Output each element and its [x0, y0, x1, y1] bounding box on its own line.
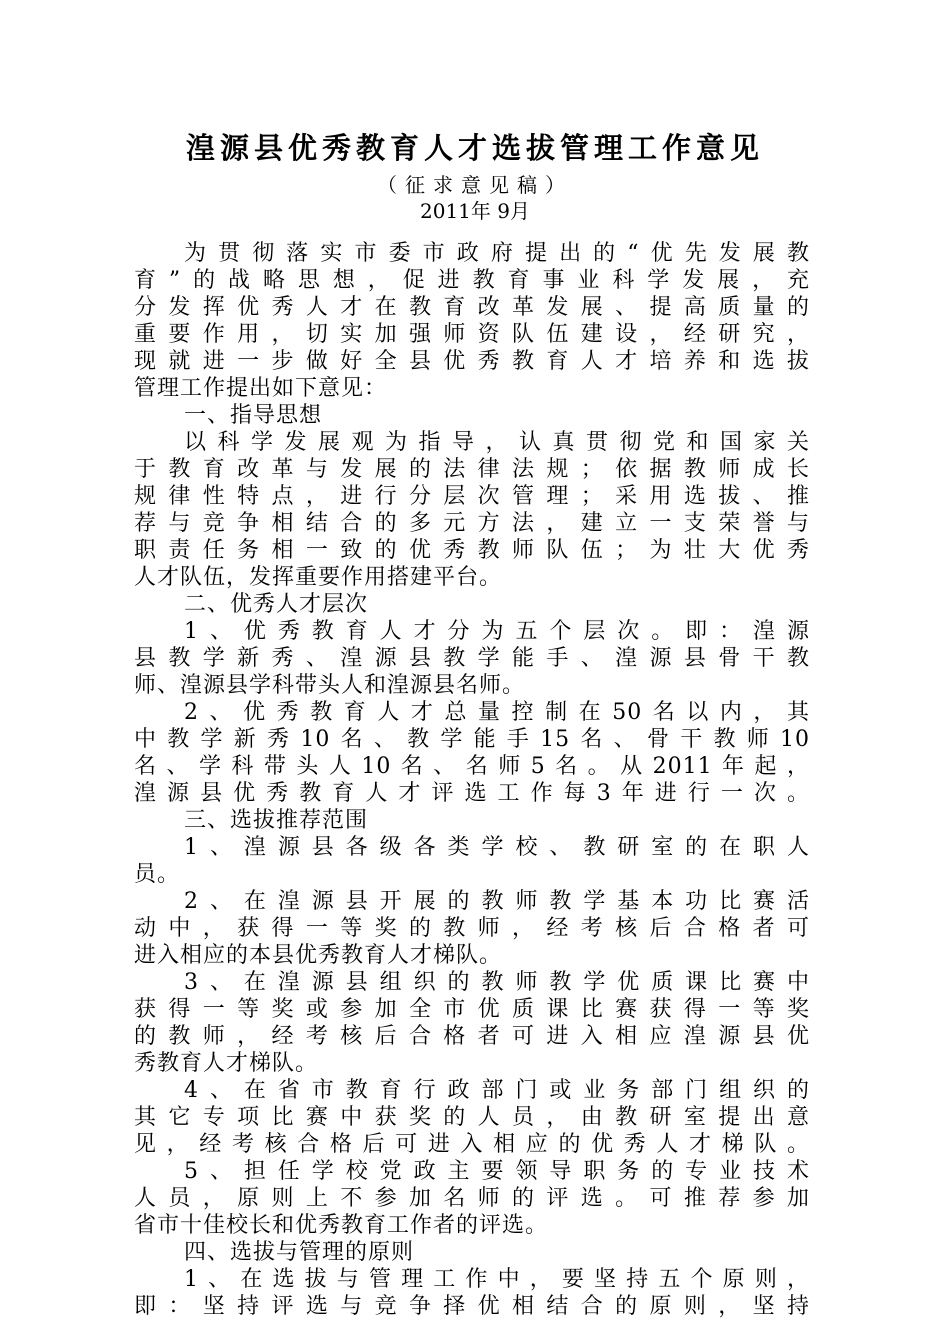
text-line: 人员，原则上不参加名师的评选。可推荐参加	[134, 1186, 810, 1211]
text-line: 秀教育人才梯队。	[134, 1051, 319, 1076]
document-title: 湟源县优秀教育人才选拔管理工作意见	[185, 131, 764, 165]
text-line: 湟源县优秀教育人才评选工作每3年进行一次。	[134, 781, 810, 806]
text-line: 的教师，经考核后合格者可进入相应湟源县优	[134, 1024, 810, 1049]
text-line: 2、在湟源县开展的教师教学基本功比赛活	[184, 889, 810, 914]
text-line: 动中，获得一等奖的教师，经考核后合格者可	[134, 916, 810, 941]
text-line: 二、优秀人才层次	[184, 592, 369, 617]
document-subtitle: （征求意见稿）	[377, 173, 573, 197]
text-line: 三、选拔推荐范围	[184, 808, 369, 833]
text-line: 县教学新秀、湟源县教学能手、湟源县骨干教	[134, 646, 810, 671]
text-line: 3、在湟源县组织的教师教学优质课比赛中	[184, 970, 810, 995]
document-date: 2011年 9月	[420, 199, 530, 223]
text-line: 4、在省市教育行政部门或业务部门组织的	[184, 1078, 810, 1103]
text-line: 2、优秀教育人才总量控制在50名以内，其	[184, 700, 810, 725]
text-line: 其它专项比赛中获奖的人员，由教研室提出意	[134, 1105, 810, 1130]
text-line: 人才队伍，发挥重要作用搭建平台。	[134, 565, 503, 590]
document-body	[134, 240, 810, 1320]
text-line: 现就进一步做好全县优秀教育人才培养和选拔	[134, 349, 810, 374]
text-line: 即：坚持评选与竞争择优相结合的原则，坚持	[134, 1294, 810, 1319]
text-line: 重要作用，切实加强师资队伍建设，经研究，	[134, 322, 810, 347]
text-line: 名、学科带头人10名、名师5名。从2011年起，	[134, 754, 810, 779]
text-line: 1、优秀教育人才分为五个层次。即：湟源	[184, 619, 810, 644]
text-line: 为贯彻落实市委市政府提出的“优先发展教	[184, 241, 810, 266]
text-line: 5、担任学校党政主要领导职务的专业技术	[184, 1159, 810, 1184]
text-line: 荐与竞争相结合的多元方法，建立一支荣誉与	[134, 511, 810, 536]
text-line: 中教学新秀10名、教学能手15名、骨干教师10	[134, 727, 810, 752]
text-line: 育”的战略思想，促进教育事业科学发展，充	[134, 268, 810, 293]
text-line: 管理工作提出如下意见：	[134, 376, 388, 401]
text-line: 于教育改革与发展的法律法规；依据教师成长	[134, 457, 810, 482]
text-line: 省市十佳校长和优秀教育工作者的评选。	[134, 1213, 549, 1238]
text-line: 1、在选拔与管理工作中，要坚持五个原则，	[184, 1267, 810, 1292]
text-line: 四、选拔与管理的原则	[184, 1240, 415, 1265]
text-line: 以科学发展观为指导，认真贯彻党和国家关	[184, 430, 810, 455]
text-line: 1、湟源县各级各类学校、教研室的在职人	[184, 835, 810, 860]
text-line: 师、湟源县学科带头人和湟源县名师。	[134, 673, 526, 698]
text-line: 见，经考核合格后可进入相应的优秀人才梯队。	[134, 1132, 810, 1157]
text-line: 获得一等奖或参加全市优质课比赛获得一等奖	[134, 997, 810, 1022]
text-line: 分发挥优秀人才在教育改革发展、提高质量的	[134, 295, 810, 320]
text-line: 进入相应的本县优秀教育人才梯队。	[134, 943, 503, 968]
text-line: 员。	[134, 862, 181, 887]
text-line: 规律性特点，进行分层次管理；采用选拔、推	[134, 484, 810, 509]
text-line: 职责任务相一致的优秀教师队伍；为壮大优秀	[134, 538, 810, 563]
text-line: 一、指导思想	[184, 403, 323, 428]
